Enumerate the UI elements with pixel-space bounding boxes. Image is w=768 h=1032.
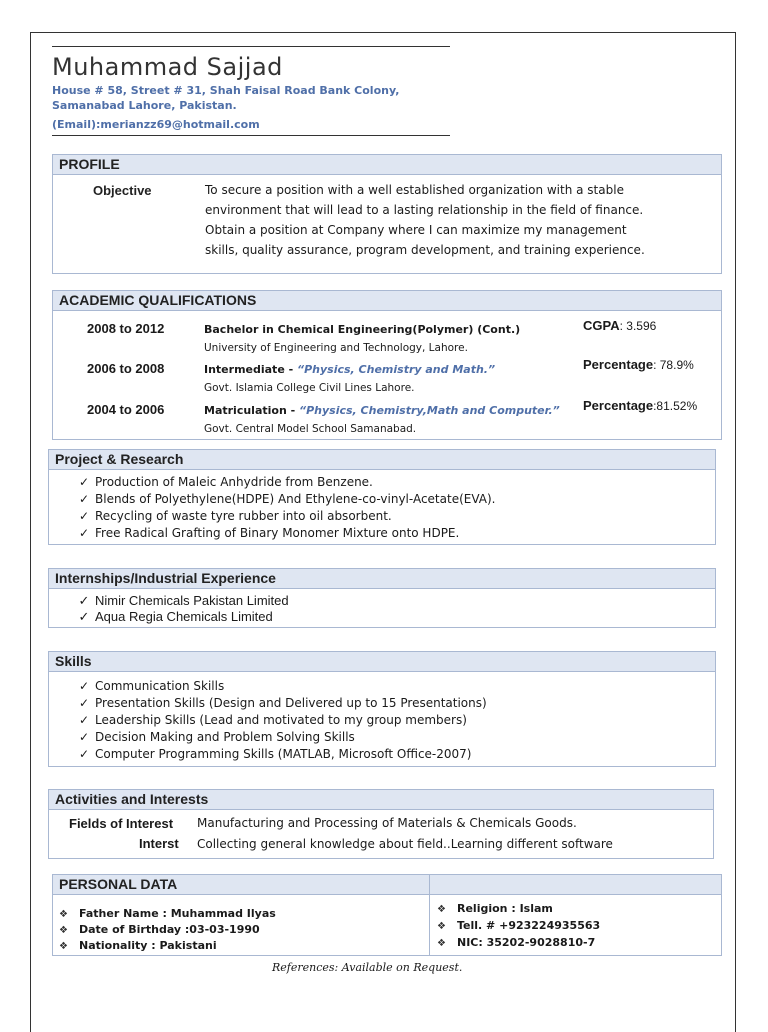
degree-name: Matriculation - xyxy=(204,404,300,417)
candidate-name: Muhammad Sajjad xyxy=(52,53,283,81)
list-item xyxy=(73,593,289,609)
activities-title: Activities and Interests xyxy=(49,790,713,810)
references-note: References: Available on Request. xyxy=(272,961,463,974)
list-item-text: Presentation Skills (Design and Delivered up to 15 Presentations) xyxy=(95,696,487,710)
check-icon: ✓ xyxy=(78,696,90,710)
list-item-text: Communication Skills xyxy=(95,679,225,693)
resume-header xyxy=(52,46,450,136)
email-link[interactable]: (Email):merianzz69@hotmail.com xyxy=(52,118,260,131)
list-item-text: Decision Making and Problem Solving Skills xyxy=(95,730,355,744)
degree-subjects: “Physics, Chemistry,Math and Computer.” xyxy=(299,404,560,417)
diamond-bullet-icon: ❖ xyxy=(59,909,68,920)
projects-list xyxy=(73,474,496,542)
score xyxy=(583,318,656,333)
interest-value: Collecting general knowledge about field..Learning different software xyxy=(197,837,613,851)
address-line-1: House # 58, Street # 31, Shah Faisal Road Bank Colony, xyxy=(52,84,400,97)
score-value: : 3.596 xyxy=(619,319,657,333)
score xyxy=(583,398,697,413)
list-item xyxy=(437,918,600,935)
institute: Govt. Islamia College Civil Lines Lahore. xyxy=(204,382,415,394)
score-value: :81.52% xyxy=(653,399,698,413)
personal-head-right xyxy=(430,875,721,895)
list-item xyxy=(73,712,487,729)
objective-line: To secure a position with a well established organization with a stable xyxy=(205,183,624,197)
degree xyxy=(204,363,495,376)
column-divider xyxy=(429,895,430,955)
list-item xyxy=(73,678,487,695)
score xyxy=(583,357,694,372)
list-item-text: Production of Maleic Anhydride from Benzene. xyxy=(95,475,373,489)
list-item-text: Religion : Islam xyxy=(457,902,553,915)
list-item-text: Father Name : Muhammad Ilyas xyxy=(79,907,276,920)
check-icon: ✓ xyxy=(78,492,90,506)
degree-subjects: “Physics, Chemistry and Math.” xyxy=(297,363,496,376)
check-icon: ✓ xyxy=(78,713,90,727)
diamond-bullet-icon: ❖ xyxy=(59,925,68,936)
list-item xyxy=(59,922,276,938)
list-item-text: Leadership Skills (Lead and motivated to my group members) xyxy=(95,713,467,727)
list-item-text: Nationality : Pakistani xyxy=(79,939,217,952)
list-item xyxy=(73,525,496,542)
list-item xyxy=(73,508,496,525)
personal-left-list xyxy=(59,906,276,954)
personal-section xyxy=(52,874,722,956)
objective-text xyxy=(205,180,717,260)
list-item-text: Date of Birthday :03-03-1990 xyxy=(79,923,260,936)
objective-label: Objective xyxy=(93,183,152,198)
list-item xyxy=(73,746,487,763)
profile-section xyxy=(52,154,722,274)
personal-right-list xyxy=(437,901,600,952)
years: 2004 to 2006 xyxy=(87,402,165,417)
list-item-text: Recycling of waste tyre rubber into oil absorbent. xyxy=(95,509,392,523)
academics-section xyxy=(52,290,722,440)
internships-list xyxy=(73,593,289,625)
list-item-text: Computer Programming Skills (MATLAB, Microsoft Office-2007) xyxy=(95,747,472,761)
list-item-text: Tell. # +923224935563 xyxy=(457,919,601,932)
score-label: CGPA xyxy=(583,318,620,333)
years: 2006 to 2008 xyxy=(87,361,165,376)
diamond-bullet-icon: ❖ xyxy=(437,938,446,949)
check-icon: ✓ xyxy=(78,593,90,608)
score-value: : 78.9% xyxy=(653,358,694,372)
institute: Govt. Central Model School Samanabad. xyxy=(204,423,417,435)
diamond-bullet-icon: ❖ xyxy=(59,941,68,952)
objective-line: Obtain a position at Company where I can maximize my management xyxy=(205,223,627,237)
activities-section xyxy=(48,789,714,859)
degree-name: Intermediate - xyxy=(204,363,298,376)
score-label: Percentage xyxy=(583,398,654,413)
check-icon: ✓ xyxy=(78,526,90,540)
list-item-text: Blends of Polyethylene(HDPE) And Ethylene-co-vinyl-Acetate(EVA). xyxy=(95,492,496,506)
diamond-bullet-icon: ❖ xyxy=(437,904,446,915)
list-item-text: Aqua Regia Chemicals Limited xyxy=(95,609,273,624)
institute: University of Engineering and Technology, Lahore. xyxy=(204,342,468,354)
skills-list xyxy=(73,678,487,763)
academics-title: ACADEMIC QUALIFICATIONS xyxy=(53,291,721,311)
list-item-text: NIC: 35202-9028810-7 xyxy=(457,936,596,949)
check-icon: ✓ xyxy=(78,747,90,761)
score-label: Percentage xyxy=(583,357,654,372)
objective-line: environment that will lead to a lasting relationship in the field of finance. xyxy=(205,203,644,217)
diamond-bullet-icon: ❖ xyxy=(437,921,446,932)
personal-title: PERSONAL DATA xyxy=(53,875,430,895)
list-item xyxy=(59,906,276,922)
interest-label: Interst xyxy=(139,836,179,851)
skills-title: Skills xyxy=(49,652,715,672)
list-item xyxy=(73,609,289,625)
list-item xyxy=(59,938,276,954)
list-item xyxy=(73,491,496,508)
address-line-2: Samanabad Lahore, Pakistan. xyxy=(52,99,237,112)
list-item xyxy=(73,695,487,712)
projects-title: Project & Research xyxy=(49,450,715,470)
internships-title: Internships/Industrial Experience xyxy=(49,569,715,589)
check-icon: ✓ xyxy=(78,679,90,693)
profile-title: PROFILE xyxy=(53,155,721,175)
list-item-text: Free Radical Grafting of Binary Monomer Mixture onto HDPE. xyxy=(95,526,460,540)
internships-section xyxy=(48,568,716,628)
check-icon: ✓ xyxy=(78,609,90,624)
list-item xyxy=(437,901,600,918)
list-item xyxy=(437,935,600,952)
objective-line: skills, quality assurance, program development, and training experience. xyxy=(205,243,645,257)
check-icon: ✓ xyxy=(78,730,90,744)
skills-section xyxy=(48,651,716,767)
fields-of-interest-value: Manufacturing and Processing of Materials & Chemicals Goods. xyxy=(197,816,577,830)
check-icon: ✓ xyxy=(78,475,90,489)
list-item xyxy=(73,729,487,746)
list-item xyxy=(73,474,496,491)
degree-name: Bachelor in Chemical Engineering(Polymer) (Cont.) xyxy=(204,323,521,336)
years: 2008 to 2012 xyxy=(87,321,165,336)
check-icon: ✓ xyxy=(78,509,90,523)
degree xyxy=(204,323,520,336)
degree xyxy=(204,404,560,417)
fields-of-interest-label: Fields of Interest xyxy=(69,816,174,831)
list-item-text: Nimir Chemicals Pakistan Limited xyxy=(95,593,289,608)
projects-section xyxy=(48,449,716,545)
